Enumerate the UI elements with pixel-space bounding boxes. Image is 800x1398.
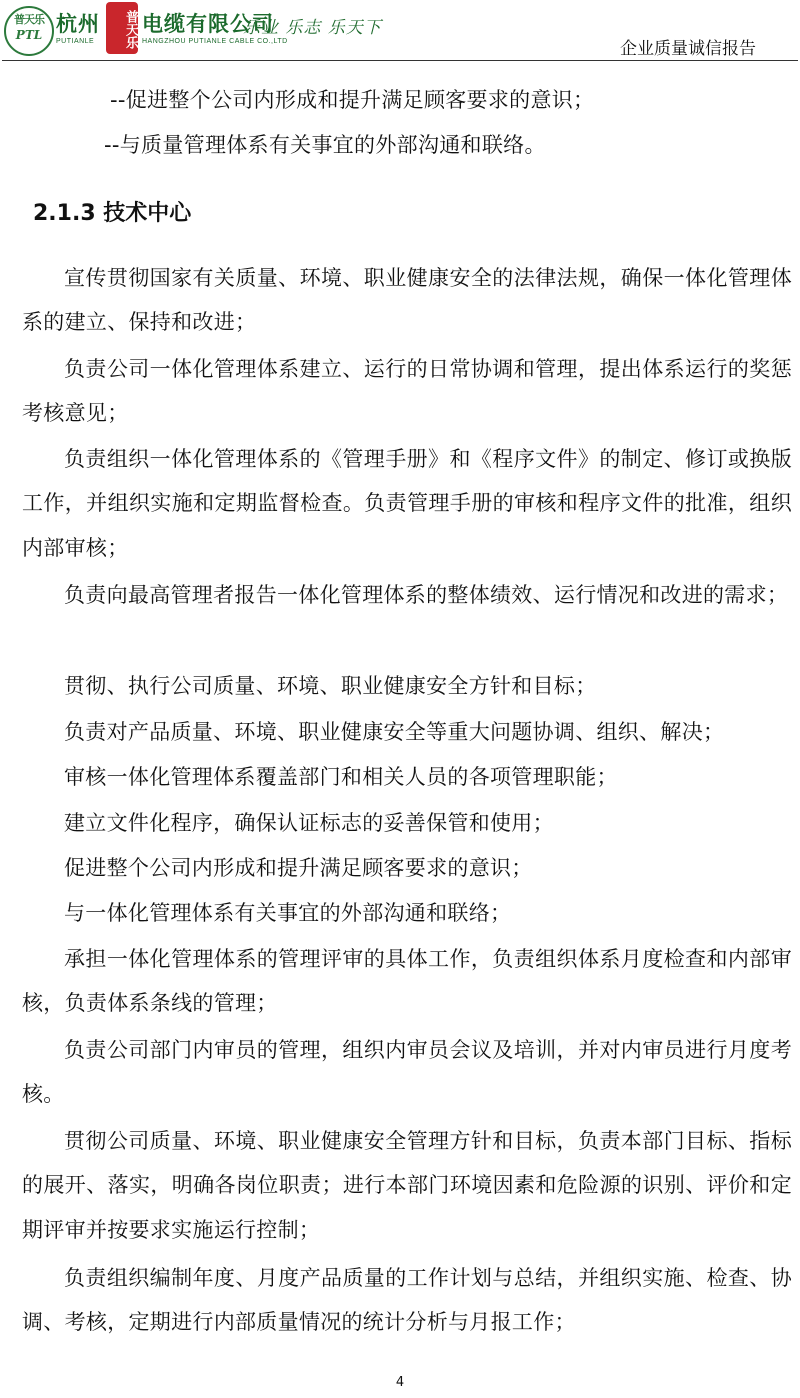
paragraph: 贯彻、执行公司质量、环境、职业健康安全方针和目标； xyxy=(64,674,597,698)
company-name-en: HANGZHOU PUTIANLE CABLE CO.,LTD xyxy=(142,38,288,45)
header-divider xyxy=(2,60,798,61)
list-item: --与质量管理体系有关事宜的外部沟通和联络。 xyxy=(104,133,546,157)
paragraph: 与一体化管理体系有关事宜的外部沟通和联络； xyxy=(64,901,512,925)
paragraph: 负责向最高管理者报告一体化管理体系的整体绩效、运行情况和改进的需求； xyxy=(64,583,789,607)
list-item: --促进整个公司内形成和提升满足顾客要求的意识； xyxy=(110,88,595,112)
company-slogan: 乐业 乐志 乐天下 xyxy=(243,18,382,38)
brand-seal: 普天乐 xyxy=(106,2,138,54)
paragraph: 建立文件化程序，确保认证标志的妥善保管和使用； xyxy=(64,811,554,835)
paragraph: 宣传贯彻国家有关质量、环境、职业健康安全的法律法规，确保一体化管理体系的建立、保持和改进； xyxy=(22,266,792,335)
paragraph: 承担一体化管理体系的管理评审的具体工作，负责组织体系月度检查和内部审核，负责体系条线的管理； xyxy=(22,947,792,1016)
paragraph: 审核一体化管理体系覆盖部门和相关人员的各项管理职能； xyxy=(64,765,618,789)
paragraph: 负责公司一体化管理体系建立、运行的日常协调和管理，提出体系运行的奖惩考核意见； xyxy=(22,357,792,426)
paragraph: 贯彻公司质量、环境、职业健康安全管理方针和目标，负责本部门目标、指标的展开、落实，明确各岗位职责；进行本部门环境因素和危险源的识别、评价和定期评审并按要求实施运行控制； xyxy=(22,1129,792,1242)
paragraph: 负责组织编制年度、月度产品质量的工作计划与总结，并组织实施、检查、协调、考核，定期进行内部质量情况的统计分析与月报工作； xyxy=(22,1266,792,1335)
paragraph: 促进整个公司内形成和提升满足顾客要求的意识； xyxy=(64,856,533,880)
section-heading: 2.1.3 技术中心 xyxy=(33,201,192,226)
company-name-en-brand: PUTIANLE xyxy=(56,38,95,45)
page-header xyxy=(0,0,800,66)
report-title: 企业质量诚信报告 xyxy=(620,39,756,59)
company-name-city: 杭州 xyxy=(56,12,100,36)
page-number: 4 xyxy=(395,1375,405,1390)
logo-glyph: 普天乐 xyxy=(14,13,44,26)
paragraph: 负责公司部门内审员的管理，组织内审员会议及培训，并对内审员进行月度考核。 xyxy=(22,1038,792,1107)
logo-text: PTL xyxy=(15,28,43,42)
paragraph: 负责对产品质量、环境、职业健康安全等重大问题协调、组织、解决； xyxy=(64,720,725,744)
company-logo-badge xyxy=(4,6,54,56)
paragraph: 负责组织一体化管理体系的《管理手册》和《程序文件》的制定、修订或换版工作，并组织实施和定期监督检查。负责管理手册的审核和程序文件的批准，组织内部审核； xyxy=(22,447,792,560)
company-name: 电缆有限公司 xyxy=(142,12,274,36)
